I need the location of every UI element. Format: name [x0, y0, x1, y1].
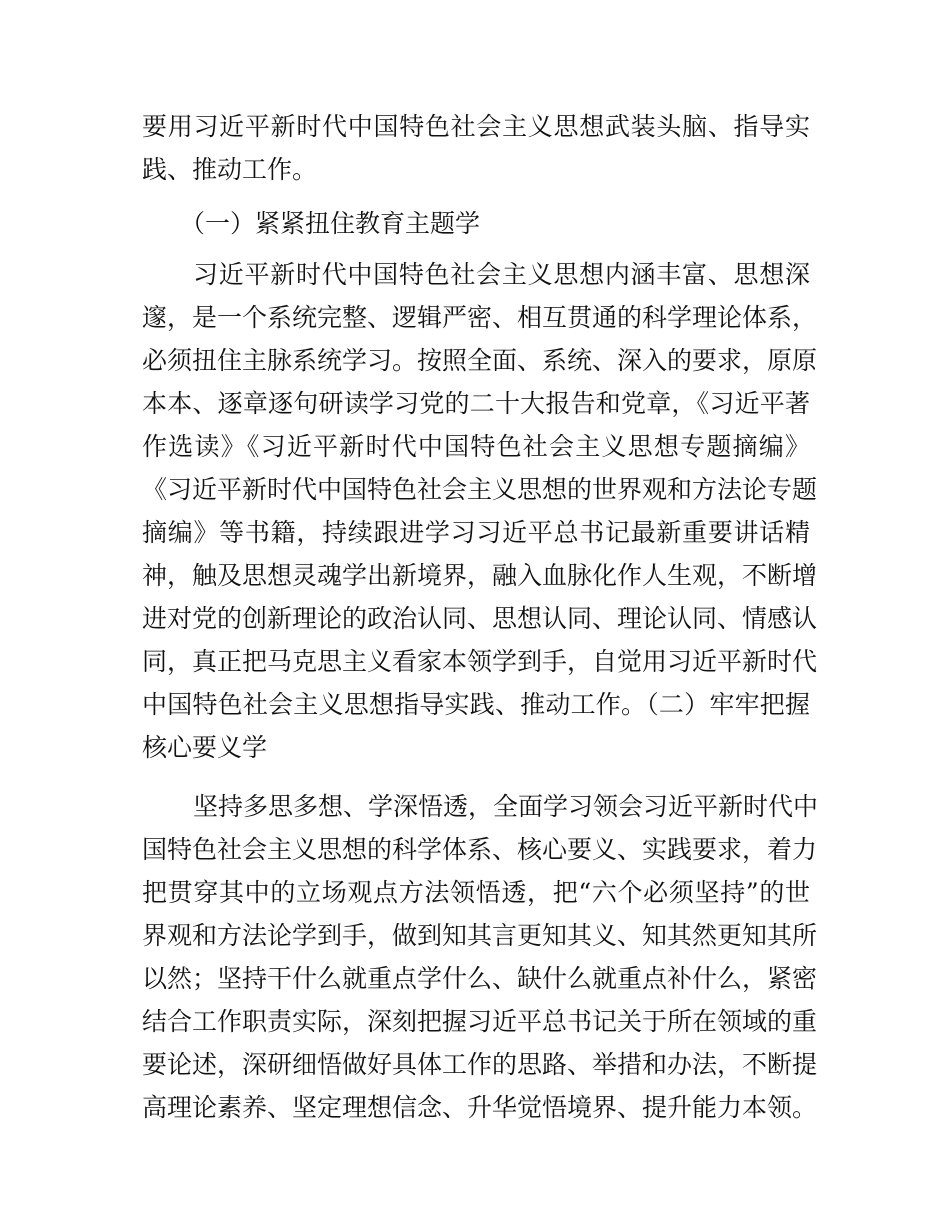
- paragraph-3-line-6: 结合工作职责实际，深刻把握习近平总书记关于所在领域的重: [142, 1007, 818, 1036]
- paragraph-3-line-8: 高理论素养、坚定理想信念、升华觉悟境界、提升能力本领。: [142, 1093, 818, 1122]
- paragraph-3-line-2: 国特色社会主义思想的科学体系、核心要义、实践要求，着力: [142, 835, 818, 864]
- section-heading-1: （一）紧紧扭住教育主题学: [180, 209, 481, 238]
- paragraph-1-line-2: 践、推动工作。: [142, 155, 318, 184]
- paragraph-2-line-10: 同，真正把马克思主义看家本领学到手，自觉用习近平新时代: [142, 647, 818, 676]
- paragraph-2-line-5: 作选读》《习近平新时代中国特色社会主义思想专题摘编》: [142, 432, 810, 461]
- paragraph-2-line-12: 核心要义学: [142, 733, 268, 762]
- paragraph-2-line-11: 中国特色社会主义思想指导实践、推动工作。（二）牢牢把握: [142, 690, 810, 719]
- paragraph-3-line-4: 界观和方法论学到手，做到知其言更知其义、知其然更知其所: [142, 921, 818, 950]
- paragraph-1-line-1: 要用习近平新时代中国特色社会主义思想武装头脑、指导实: [142, 112, 810, 141]
- paragraph-3-line-5: 以然；坚持干什么就重点学什么、缺什么就重点补什么，紧密: [142, 964, 818, 993]
- paragraph-2-line-6: 《习近平新时代中国特色社会主义思想的世界观和方法论专题: [142, 475, 818, 504]
- paragraph-2-line-9: 进对党的创新理论的政治认同、思想认同、理论认同、情感认: [142, 604, 818, 633]
- paragraph-3-line-7: 要论述，深研细悟做好具体工作的思路、举措和办法，不断提: [142, 1050, 818, 1079]
- paragraph-2-line-1: 习近平新时代中国特色社会主义思想内涵丰富、思想深: [193, 260, 810, 289]
- paragraph-3-line-3: 把贯穿其中的立场观点方法领悟透，把“六个必须坚持”的世: [142, 878, 810, 907]
- paragraph-2-line-7: 摘编》等书籍，持续跟进学习习近平总书记最新重要讲话精: [142, 518, 810, 547]
- paragraph-2-line-4: 本本、逐章逐句研读学习党的二十大报告和党章，《习近平著: [142, 389, 810, 418]
- paragraph-2-line-8: 神，触及思想灵魂学出新境界，融入血脉化作人生观，不断增: [142, 561, 818, 590]
- paragraph-3-line-1: 坚持多思多想、学深悟透，全面学习领会习近平新时代中: [193, 792, 819, 821]
- paragraph-2-line-2: 邃，是一个系统完整、逻辑严密、相互贯通的科学理论体系，: [142, 303, 818, 332]
- paragraph-2-line-3: 必须扭住主脉系统学习。按照全面、系统、深入的要求，原原: [142, 346, 818, 375]
